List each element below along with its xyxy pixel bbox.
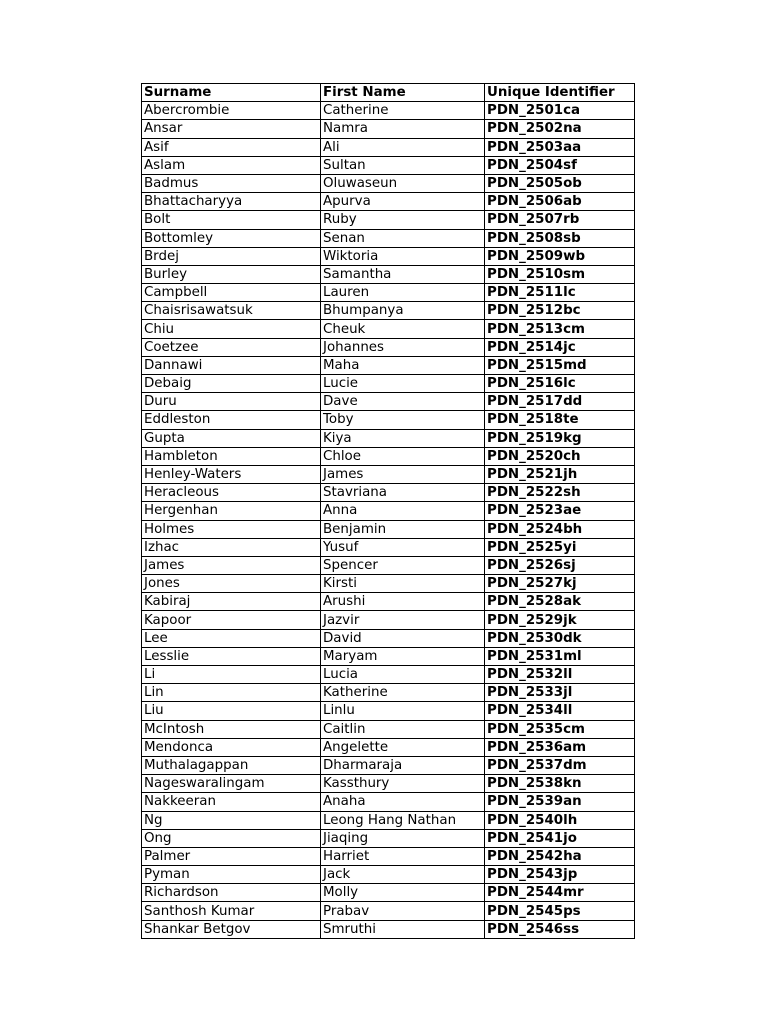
first-name-cell: Senan bbox=[321, 229, 485, 247]
table-row bbox=[142, 120, 635, 138]
unique-identifier-cell: PDN_2533jl bbox=[485, 684, 635, 702]
table-row bbox=[142, 811, 635, 829]
unique-identifier-cell: PDN_2515md bbox=[485, 356, 635, 374]
unique-identifier-cell: PDN_2517dd bbox=[485, 393, 635, 411]
first-name-cell: David bbox=[321, 629, 485, 647]
first-name-cell: Lucie bbox=[321, 375, 485, 393]
first-name-cell: Bhumpanya bbox=[321, 302, 485, 320]
table-row bbox=[142, 429, 635, 447]
first-name-cell: Cheuk bbox=[321, 320, 485, 338]
first-name-cell: Toby bbox=[321, 411, 485, 429]
first-name-cell: Ruby bbox=[321, 211, 485, 229]
table-row bbox=[142, 211, 635, 229]
surname-cell: McIntosh bbox=[142, 720, 321, 738]
column-header-unique-identifier: Unique Identifier bbox=[485, 84, 635, 102]
first-name-cell: Samantha bbox=[321, 265, 485, 283]
table-row bbox=[142, 847, 635, 865]
surname-cell: Li bbox=[142, 666, 321, 684]
unique-identifier-cell: PDN_2537dm bbox=[485, 756, 635, 774]
surname-cell: Burley bbox=[142, 265, 321, 283]
table-row bbox=[142, 411, 635, 429]
table-row bbox=[142, 920, 635, 938]
surname-cell: Chaisrisawatsuk bbox=[142, 302, 321, 320]
unique-identifier-cell: PDN_2508sb bbox=[485, 229, 635, 247]
surname-cell: Nakkeeran bbox=[142, 793, 321, 811]
surname-cell: Nageswaralingam bbox=[142, 775, 321, 793]
unique-identifier-cell: PDN_2535cm bbox=[485, 720, 635, 738]
first-name-cell: Angelette bbox=[321, 738, 485, 756]
table-row bbox=[142, 775, 635, 793]
first-name-cell: Linlu bbox=[321, 702, 485, 720]
unique-identifier-cell: PDN_2542ha bbox=[485, 847, 635, 865]
first-name-cell: Maha bbox=[321, 356, 485, 374]
unique-identifier-cell: PDN_2543jp bbox=[485, 866, 635, 884]
column-header-first-name: First Name bbox=[321, 84, 485, 102]
table-row bbox=[142, 138, 635, 156]
surname-cell: Gupta bbox=[142, 429, 321, 447]
unique-identifier-cell: PDN_2527kj bbox=[485, 575, 635, 593]
unique-identifier-cell: PDN_2532ll bbox=[485, 666, 635, 684]
first-name-cell: Dharmaraja bbox=[321, 756, 485, 774]
unique-identifier-cell: PDN_2545ps bbox=[485, 902, 635, 920]
first-name-cell: Yusuf bbox=[321, 538, 485, 556]
unique-identifier-cell: PDN_2509wb bbox=[485, 247, 635, 265]
unique-identifier-cell: PDN_2531ml bbox=[485, 647, 635, 665]
surname-cell: Holmes bbox=[142, 520, 321, 538]
surname-cell: Duru bbox=[142, 393, 321, 411]
table-row bbox=[142, 375, 635, 393]
unique-identifier-cell: PDN_2519kg bbox=[485, 429, 635, 447]
surname-cell: Chiu bbox=[142, 320, 321, 338]
table-body bbox=[142, 102, 635, 939]
table-row bbox=[142, 647, 635, 665]
unique-identifier-cell: PDN_2503aa bbox=[485, 138, 635, 156]
unique-identifier-cell: PDN_2526sj bbox=[485, 556, 635, 574]
header-row bbox=[142, 84, 635, 102]
table-row bbox=[142, 884, 635, 902]
first-name-cell: Jazvir bbox=[321, 611, 485, 629]
surname-cell: Abercrombie bbox=[142, 102, 321, 120]
table-row bbox=[142, 793, 635, 811]
table-row bbox=[142, 829, 635, 847]
surname-cell: Bhattacharyya bbox=[142, 193, 321, 211]
first-name-cell: Sultan bbox=[321, 156, 485, 174]
surname-cell: Izhac bbox=[142, 538, 321, 556]
surname-cell: Ng bbox=[142, 811, 321, 829]
unique-identifier-cell: PDN_2514jc bbox=[485, 338, 635, 356]
table-row bbox=[142, 575, 635, 593]
unique-identifier-cell: PDN_2511lc bbox=[485, 284, 635, 302]
first-name-cell: Lauren bbox=[321, 284, 485, 302]
first-name-cell: Apurva bbox=[321, 193, 485, 211]
unique-identifier-cell: PDN_2501ca bbox=[485, 102, 635, 120]
surname-cell: Pyman bbox=[142, 866, 321, 884]
table-row bbox=[142, 666, 635, 684]
table-row bbox=[142, 902, 635, 920]
table-row bbox=[142, 265, 635, 283]
surname-cell: Kabiraj bbox=[142, 593, 321, 611]
column-header-surname: Surname bbox=[142, 84, 321, 102]
first-name-cell: Stavriana bbox=[321, 484, 485, 502]
table-row bbox=[142, 356, 635, 374]
surname-cell: Jones bbox=[142, 575, 321, 593]
surname-cell: Lee bbox=[142, 629, 321, 647]
surname-cell: Dannawi bbox=[142, 356, 321, 374]
unique-identifier-cell: PDN_2510sm bbox=[485, 265, 635, 283]
first-name-cell: Kirsti bbox=[321, 575, 485, 593]
surname-cell: Heracleous bbox=[142, 484, 321, 502]
first-name-cell: Johannes bbox=[321, 338, 485, 356]
unique-identifier-cell: PDN_2540lh bbox=[485, 811, 635, 829]
surname-cell: Bottomley bbox=[142, 229, 321, 247]
first-name-cell: Caitlin bbox=[321, 720, 485, 738]
first-name-cell: Catherine bbox=[321, 102, 485, 120]
unique-identifier-cell: PDN_2522sh bbox=[485, 484, 635, 502]
unique-identifier-cell: PDN_2518te bbox=[485, 411, 635, 429]
first-name-cell: Kiya bbox=[321, 429, 485, 447]
surname-cell: James bbox=[142, 556, 321, 574]
first-name-cell: Namra bbox=[321, 120, 485, 138]
table-row bbox=[142, 174, 635, 192]
first-name-cell: Harriet bbox=[321, 847, 485, 865]
unique-identifier-cell: PDN_2507rb bbox=[485, 211, 635, 229]
first-name-cell: Dave bbox=[321, 393, 485, 411]
surname-cell: Bolt bbox=[142, 211, 321, 229]
unique-identifier-cell: PDN_2530dk bbox=[485, 629, 635, 647]
unique-identifier-cell: PDN_2539an bbox=[485, 793, 635, 811]
table-row bbox=[142, 520, 635, 538]
first-name-cell: Wiktoria bbox=[321, 247, 485, 265]
first-name-cell: Anaha bbox=[321, 793, 485, 811]
unique-identifier-cell: PDN_2520ch bbox=[485, 447, 635, 465]
surname-cell: Asif bbox=[142, 138, 321, 156]
first-name-cell: Prabav bbox=[321, 902, 485, 920]
unique-identifier-cell: PDN_2534ll bbox=[485, 702, 635, 720]
first-name-cell: Anna bbox=[321, 502, 485, 520]
table-row bbox=[142, 320, 635, 338]
table-row bbox=[142, 156, 635, 174]
surname-cell: Liu bbox=[142, 702, 321, 720]
surname-cell: Palmer bbox=[142, 847, 321, 865]
unique-identifier-cell: PDN_2521jh bbox=[485, 465, 635, 483]
unique-identifier-cell: PDN_2536am bbox=[485, 738, 635, 756]
surname-cell: Muthalagappan bbox=[142, 756, 321, 774]
table-row bbox=[142, 447, 635, 465]
surname-cell: Ansar bbox=[142, 120, 321, 138]
unique-identifier-cell: PDN_2523ae bbox=[485, 502, 635, 520]
surname-cell: Lesslie bbox=[142, 647, 321, 665]
unique-identifier-cell: PDN_2529jk bbox=[485, 611, 635, 629]
first-name-cell: Molly bbox=[321, 884, 485, 902]
table-row bbox=[142, 556, 635, 574]
first-name-cell: Chloe bbox=[321, 447, 485, 465]
unique-identifier-cell: PDN_2513cm bbox=[485, 320, 635, 338]
surname-cell: Hambleton bbox=[142, 447, 321, 465]
unique-identifier-cell: PDN_2506ab bbox=[485, 193, 635, 211]
surname-cell: Aslam bbox=[142, 156, 321, 174]
first-name-cell: Jack bbox=[321, 866, 485, 884]
table-row bbox=[142, 247, 635, 265]
table-row bbox=[142, 593, 635, 611]
first-name-cell: Maryam bbox=[321, 647, 485, 665]
first-name-cell: Ali bbox=[321, 138, 485, 156]
unique-identifier-cell: PDN_2505ob bbox=[485, 174, 635, 192]
unique-identifier-cell: PDN_2502na bbox=[485, 120, 635, 138]
surname-cell: Brdej bbox=[142, 247, 321, 265]
unique-identifier-cell: PDN_2516lc bbox=[485, 375, 635, 393]
table-row bbox=[142, 102, 635, 120]
table-row bbox=[142, 702, 635, 720]
first-name-cell: Oluwaseun bbox=[321, 174, 485, 192]
table-row bbox=[142, 193, 635, 211]
first-name-cell: Leong Hang Nathan bbox=[321, 811, 485, 829]
table-row bbox=[142, 629, 635, 647]
table-row bbox=[142, 538, 635, 556]
surname-cell: Eddleston bbox=[142, 411, 321, 429]
surname-cell: Mendonca bbox=[142, 738, 321, 756]
roster-table bbox=[141, 83, 635, 939]
first-name-cell: Arushi bbox=[321, 593, 485, 611]
table-row bbox=[142, 756, 635, 774]
table-row bbox=[142, 611, 635, 629]
surname-cell: Kapoor bbox=[142, 611, 321, 629]
unique-identifier-cell: PDN_2544mr bbox=[485, 884, 635, 902]
surname-cell: Ong bbox=[142, 829, 321, 847]
table-row bbox=[142, 229, 635, 247]
first-name-cell: Smruthi bbox=[321, 920, 485, 938]
table-row bbox=[142, 393, 635, 411]
table-row bbox=[142, 502, 635, 520]
unique-identifier-cell: PDN_2512bc bbox=[485, 302, 635, 320]
unique-identifier-cell: PDN_2538kn bbox=[485, 775, 635, 793]
surname-cell: Shankar Betgov bbox=[142, 920, 321, 938]
table-row bbox=[142, 720, 635, 738]
table-row bbox=[142, 684, 635, 702]
first-name-cell: Lucia bbox=[321, 666, 485, 684]
unique-identifier-cell: PDN_2504sf bbox=[485, 156, 635, 174]
unique-identifier-cell: PDN_2524bh bbox=[485, 520, 635, 538]
surname-cell: Coetzee bbox=[142, 338, 321, 356]
unique-identifier-cell: PDN_2528ak bbox=[485, 593, 635, 611]
table-row bbox=[142, 302, 635, 320]
table-row bbox=[142, 738, 635, 756]
surname-cell: Debaig bbox=[142, 375, 321, 393]
unique-identifier-cell: PDN_2525yi bbox=[485, 538, 635, 556]
surname-cell: Lin bbox=[142, 684, 321, 702]
surname-cell: Richardson bbox=[142, 884, 321, 902]
table-row bbox=[142, 284, 635, 302]
first-name-cell: Jiaqing bbox=[321, 829, 485, 847]
surname-cell: Badmus bbox=[142, 174, 321, 192]
table-row bbox=[142, 465, 635, 483]
first-name-cell: Benjamin bbox=[321, 520, 485, 538]
surname-cell: Henley-Waters bbox=[142, 465, 321, 483]
surname-cell: Hergenhan bbox=[142, 502, 321, 520]
first-name-cell: Kassthury bbox=[321, 775, 485, 793]
table-row bbox=[142, 338, 635, 356]
table-row bbox=[142, 484, 635, 502]
unique-identifier-cell: PDN_2541jo bbox=[485, 829, 635, 847]
surname-cell: Santhosh Kumar bbox=[142, 902, 321, 920]
first-name-cell: Spencer bbox=[321, 556, 485, 574]
first-name-cell: James bbox=[321, 465, 485, 483]
unique-identifier-cell: PDN_2546ss bbox=[485, 920, 635, 938]
surname-cell: Campbell bbox=[142, 284, 321, 302]
table-row bbox=[142, 866, 635, 884]
first-name-cell: Katherine bbox=[321, 684, 485, 702]
